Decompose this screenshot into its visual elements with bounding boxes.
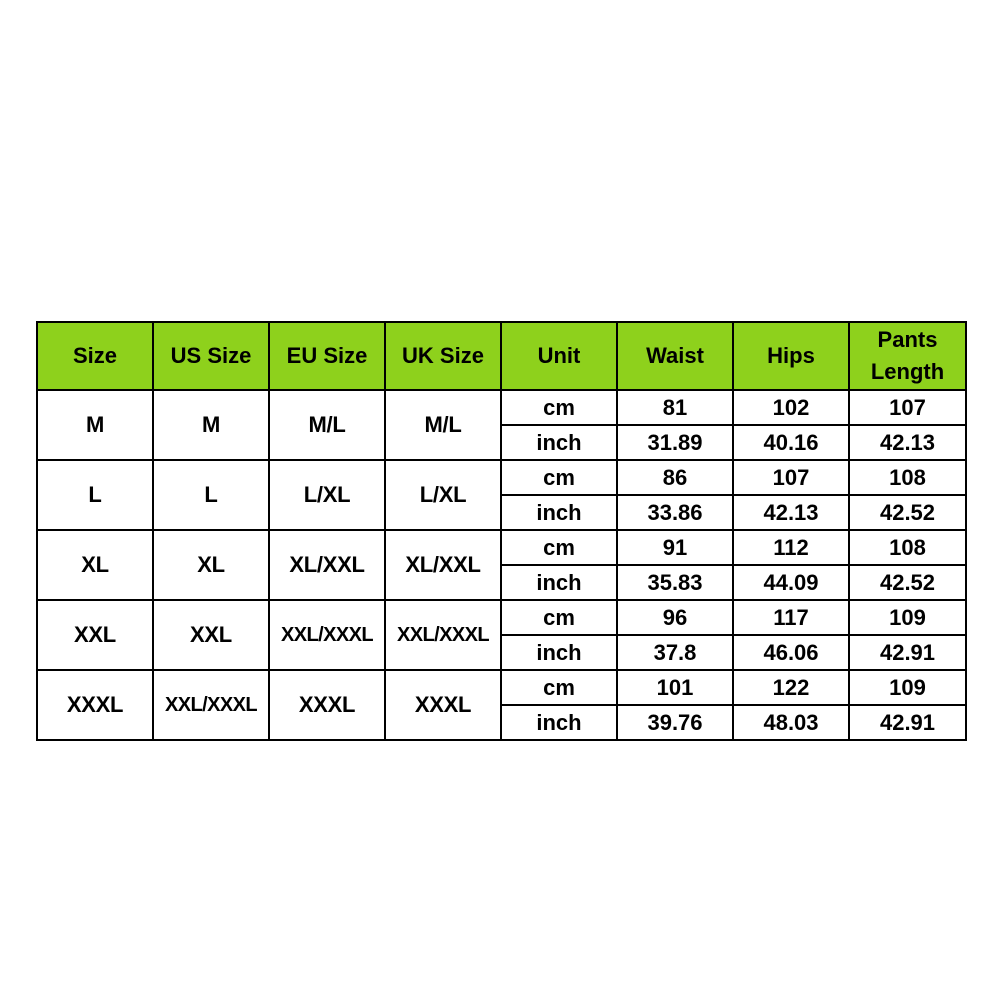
unit-cell: cm — [501, 670, 617, 705]
waist-cell: 101 — [617, 670, 733, 705]
eu-size-cell: XXXL — [269, 670, 385, 740]
pants-length-cell: 42.91 — [849, 635, 966, 670]
pants-length-cell: 107 — [849, 390, 966, 425]
unit-cell: cm — [501, 600, 617, 635]
us-size-cell: L — [153, 460, 269, 530]
hips-cell: 107 — [733, 460, 849, 495]
hips-cell: 112 — [733, 530, 849, 565]
header-row — [37, 322, 966, 390]
eu-size-cell: XL/XXL — [269, 530, 385, 600]
hips-cell: 46.06 — [733, 635, 849, 670]
hips-cell: 44.09 — [733, 565, 849, 600]
us-size-cell: XXL/XXXL — [153, 670, 269, 740]
pants-length-cell: 109 — [849, 670, 966, 705]
pants-length-cell: 108 — [849, 530, 966, 565]
hips-cell: 42.13 — [733, 495, 849, 530]
table-row-cm — [37, 530, 966, 565]
eu-size-cell: XXL/XXXL — [269, 600, 385, 670]
size-cell: M — [37, 390, 153, 460]
header-eu-size: EU Size — [269, 322, 385, 390]
pants-length-cell: 109 — [849, 600, 966, 635]
waist-cell: 91 — [617, 530, 733, 565]
uk-size-cell: M/L — [385, 390, 501, 460]
header-uk-size: UK Size — [385, 322, 501, 390]
us-size-cell: XL — [153, 530, 269, 600]
eu-size-cell: M/L — [269, 390, 385, 460]
table-row-cm — [37, 390, 966, 425]
hips-cell: 117 — [733, 600, 849, 635]
waist-cell: 35.83 — [617, 565, 733, 600]
size-cell: XXL — [37, 600, 153, 670]
table-row-cm — [37, 600, 966, 635]
pants-length-cell: 42.52 — [849, 495, 966, 530]
hips-cell: 48.03 — [733, 705, 849, 740]
waist-cell: 96 — [617, 600, 733, 635]
size-cell: L — [37, 460, 153, 530]
unit-cell: cm — [501, 390, 617, 425]
header-unit: Unit — [501, 322, 617, 390]
size-cell: XXXL — [37, 670, 153, 740]
unit-cell: cm — [501, 530, 617, 565]
hips-cell: 102 — [733, 390, 849, 425]
uk-size-cell: L/XL — [385, 460, 501, 530]
waist-cell: 37.8 — [617, 635, 733, 670]
waist-cell: 81 — [617, 390, 733, 425]
size-cell: XL — [37, 530, 153, 600]
hips-cell: 40.16 — [733, 425, 849, 460]
unit-cell: inch — [501, 565, 617, 600]
pants-length-cell: 42.91 — [849, 705, 966, 740]
eu-size-cell: L/XL — [269, 460, 385, 530]
header-size: Size — [37, 322, 153, 390]
size-chart-table — [36, 321, 967, 741]
pants-length-cell: 42.13 — [849, 425, 966, 460]
waist-cell: 33.86 — [617, 495, 733, 530]
uk-size-cell: XXXL — [385, 670, 501, 740]
pants-length-cell: 42.52 — [849, 565, 966, 600]
unit-cell: inch — [501, 705, 617, 740]
hips-cell: 122 — [733, 670, 849, 705]
unit-cell: cm — [501, 460, 617, 495]
waist-cell: 39.76 — [617, 705, 733, 740]
table-row-cm — [37, 670, 966, 705]
waist-cell: 31.89 — [617, 425, 733, 460]
pants-length-cell: 108 — [849, 460, 966, 495]
us-size-cell: M — [153, 390, 269, 460]
table-row-cm — [37, 460, 966, 495]
uk-size-cell: XXL/XXXL — [385, 600, 501, 670]
header-hips: Hips — [733, 322, 849, 390]
unit-cell: inch — [501, 635, 617, 670]
waist-cell: 86 — [617, 460, 733, 495]
header-waist: Waist — [617, 322, 733, 390]
us-size-cell: XXL — [153, 600, 269, 670]
unit-cell: inch — [501, 425, 617, 460]
table-body — [37, 390, 966, 740]
unit-cell: inch — [501, 495, 617, 530]
header-pants-length: Pants Length — [849, 322, 966, 390]
uk-size-cell: XL/XXL — [385, 530, 501, 600]
header-us-size: US Size — [153, 322, 269, 390]
